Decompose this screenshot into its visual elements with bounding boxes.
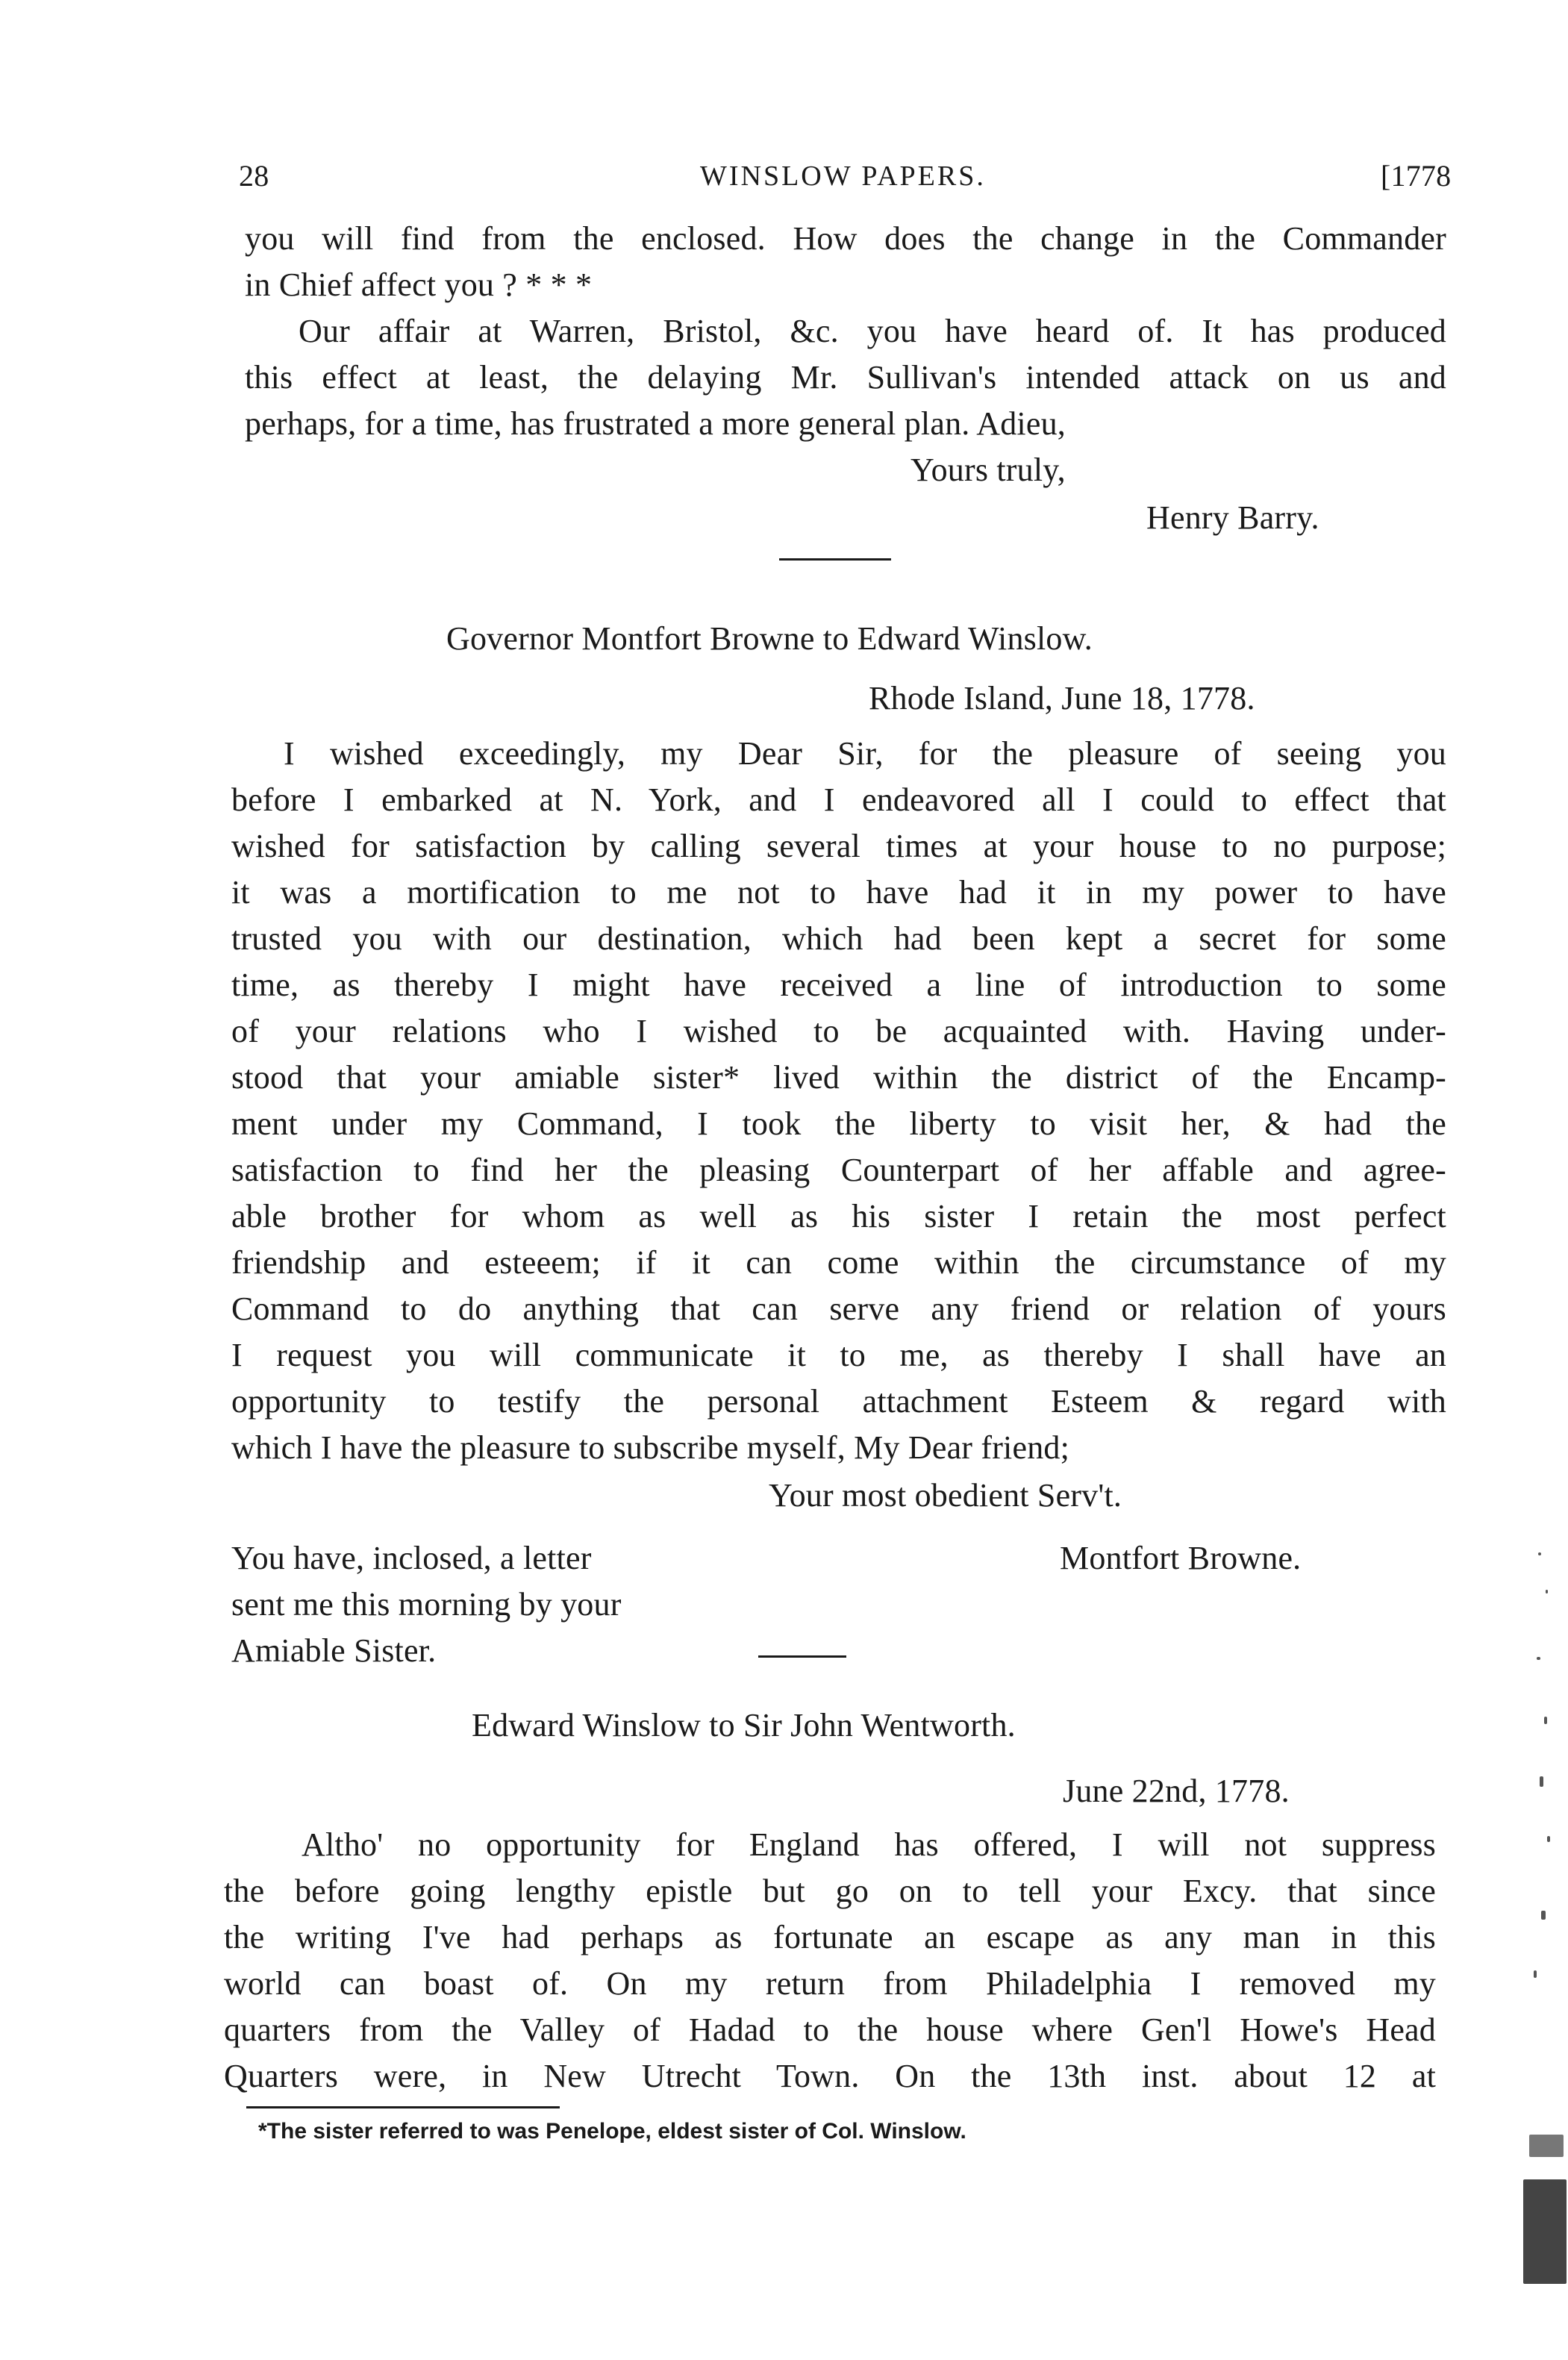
scan-artifact (1523, 1493, 1568, 2360)
body-line: the writing I've had perhaps as fortunate an escape as any man in this (224, 1919, 1436, 1955)
body-line: perhaps, for a time, has frustrated a more general plan. Adieu, (245, 405, 1066, 442)
year-mark: [1778 (1381, 159, 1452, 193)
body-line: wished for satisfaction by calling several times at your house to no purpose; (231, 828, 1446, 864)
postscript-line: You have, inclosed, a letter (231, 1540, 592, 1576)
footnote-rule (246, 2106, 560, 2108)
body-line: in Chief affect you ? * * * (245, 266, 593, 303)
letter-dateline: Rhode Island, June 18, 1778. (869, 680, 1255, 717)
letter-signature: Montfort Browne. (1060, 1540, 1302, 1576)
letter-signature: Henry Barry. (1146, 499, 1319, 536)
body-line: Command to do anything that can serve any friend or relation of yours (231, 1290, 1446, 1327)
body-line: I wished exceedingly, my Dear Sir, for the pleasure of seeing you (284, 735, 1446, 772)
postscript-line: sent me this morning by your (231, 1586, 622, 1623)
body-line: opportunity to testify the personal attachment Esteem & regard with (231, 1383, 1446, 1420)
body-line: satisfaction to find her the pleasing Counterpart of her affable and agree- (231, 1152, 1446, 1188)
letter-heading: Edward Winslow to Sir John Wentworth. (472, 1707, 1016, 1744)
section-rule (779, 558, 891, 561)
letter-closing: Yours truly, (910, 452, 1066, 488)
body-line: I request you will communicate it to me, as thereby I shall have an (231, 1337, 1446, 1373)
body-line: world can boast of. On my return from Philadelphia I removed my (224, 1965, 1436, 2002)
body-line: Quarters were, in New Utrecht Town. On the 13th inst. about 12 at (224, 2058, 1436, 2094)
body-line: you will find from the enclosed. How does the change in the Commander (245, 220, 1446, 257)
body-line: friendship and esteeem; if it can come within the circumstance of my (231, 1244, 1446, 1281)
postscript-line: Amiable Sister. (231, 1632, 437, 1669)
running-title: WINSLOW PAPERS. (700, 160, 986, 192)
body-line: able brother for whom as well as his sister I retain the most perfect (231, 1198, 1446, 1234)
body-line: before I embarked at N. York, and I endeavored all I could to effect that (231, 781, 1446, 818)
body-line: stood that your amiable sister* lived within the district of the Encamp- (231, 1059, 1446, 1096)
footnote: *The sister referred to was Penelope, eldest sister of Col. Winslow. (258, 2119, 966, 2144)
body-line: trusted you with our destination, which had been kept a secret for some (231, 920, 1446, 957)
body-line: which I have the pleasure to subscribe myself, My Dear friend; (231, 1429, 1070, 1466)
letter-closing: Your most obedient Serv't. (769, 1477, 1122, 1514)
body-line: Our affair at Warren, Bristol, &c. you have heard of. It has produced (299, 313, 1446, 349)
page-number: 28 (239, 159, 269, 193)
body-line: Altho' no opportunity for England has offered, I will not suppress (302, 1826, 1436, 1863)
body-line: it was a mortification to me not to have had it in my power to have (231, 874, 1446, 911)
body-line: the before going lengthy epistle but go on to tell your Excy. that since (224, 1873, 1436, 1909)
section-rule (758, 1655, 846, 1658)
body-line: ment under my Command, I took the liberty to visit her, & had the (231, 1105, 1446, 1142)
body-line: quarters from the Valley of Hadad to the house where Gen'l Howe's Head (224, 2011, 1436, 2048)
body-line: time, as thereby I might have received a line of introduction to some (231, 967, 1446, 1003)
body-line: of your relations who I wished to be acquainted with. Having under- (231, 1013, 1446, 1049)
letter-heading: Governor Montfort Browne to Edward Winslow. (446, 620, 1093, 657)
body-line: this effect at least, the delaying Mr. Sullivan's intended attack on us and (245, 359, 1446, 396)
letter-dateline: June 22nd, 1778. (1063, 1773, 1290, 1809)
